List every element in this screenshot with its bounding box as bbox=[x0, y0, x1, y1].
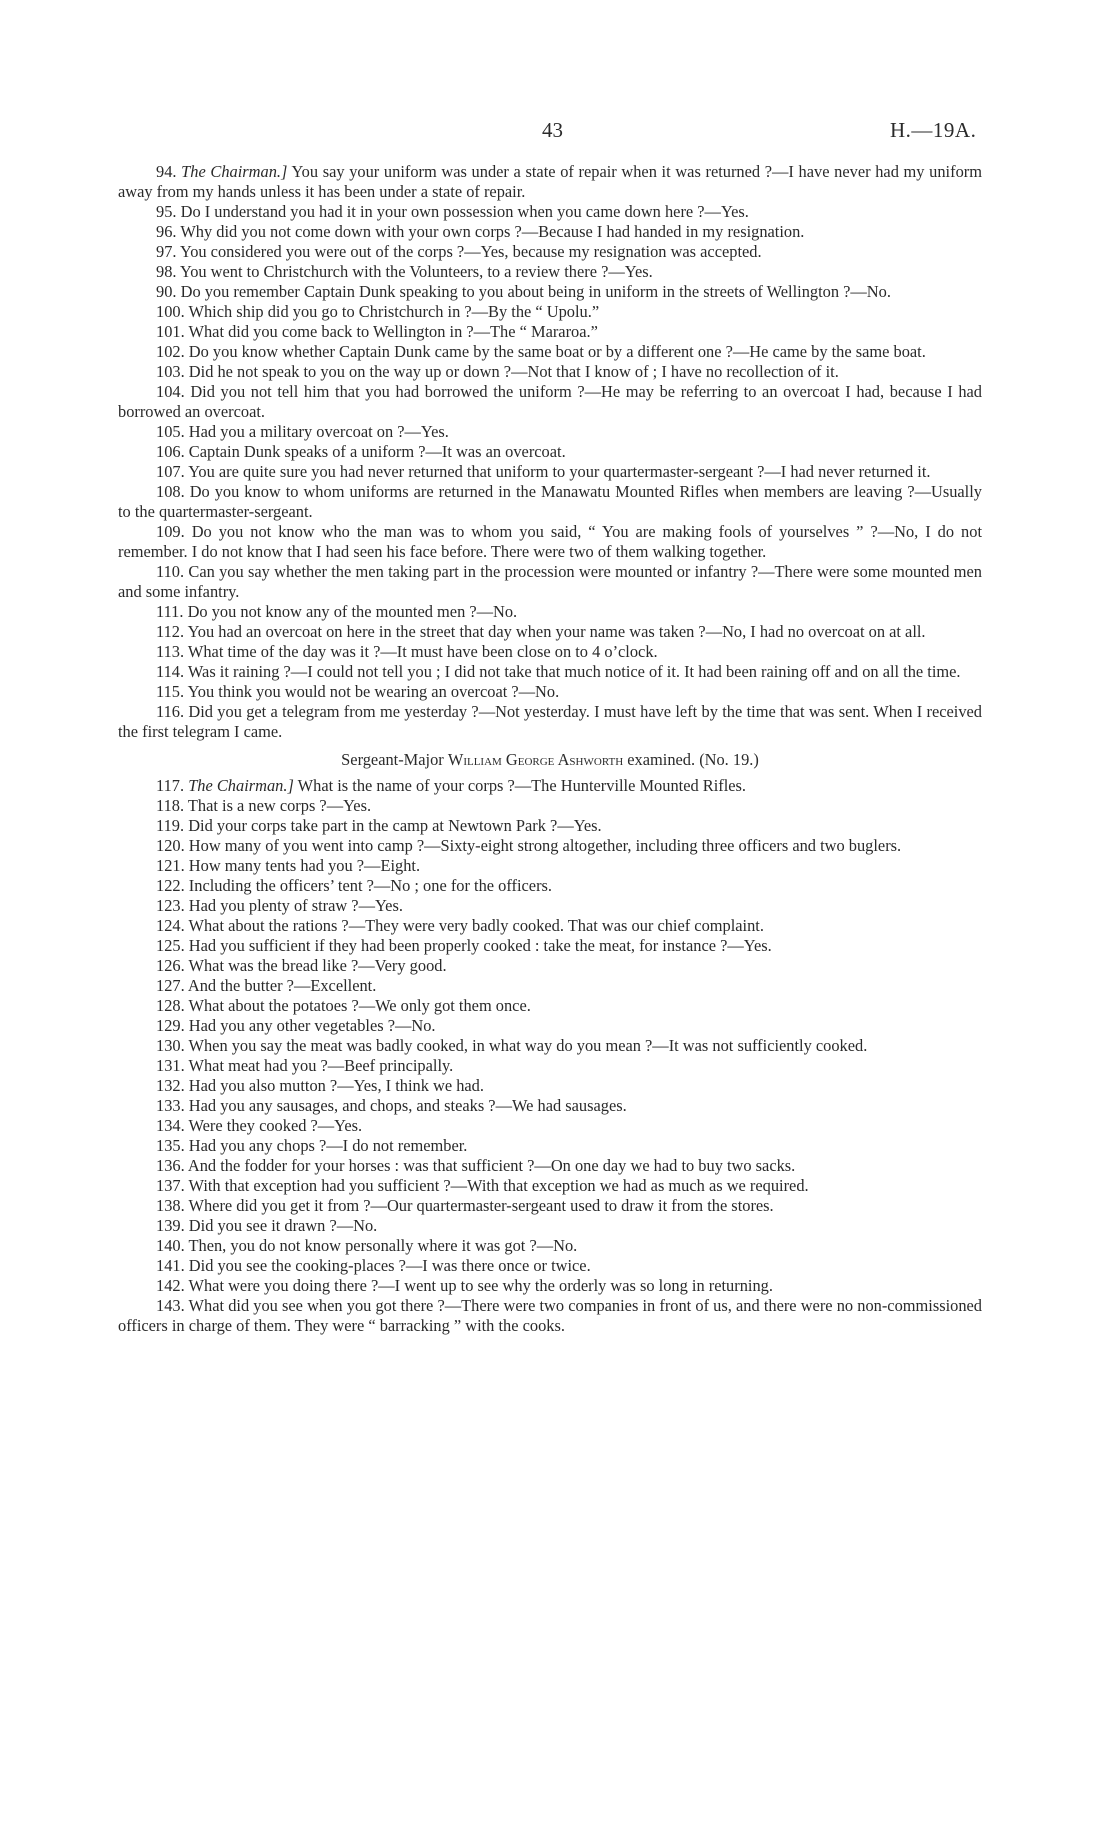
question-number: 98. bbox=[156, 262, 177, 281]
question-entry bbox=[118, 856, 982, 876]
question-text: What were you doing there ?—I went up to see why the orderly was so long in returning. bbox=[188, 1276, 773, 1295]
question-entry bbox=[118, 956, 982, 976]
question-number: 131. bbox=[156, 1056, 185, 1075]
speaker-label: The Chairman.] bbox=[181, 162, 288, 181]
question-text: You think you would not be wearing an overcoat ?—No. bbox=[187, 682, 560, 701]
question-number: 123. bbox=[156, 896, 185, 915]
question-entry bbox=[118, 702, 982, 742]
question-number: 125. bbox=[156, 936, 185, 955]
question-text: What meat had you ?—Beef principally. bbox=[188, 1056, 454, 1075]
question-entry bbox=[118, 1056, 982, 1076]
question-number: 109. bbox=[156, 522, 185, 541]
question-entry bbox=[118, 262, 982, 282]
question-text: You are quite sure you had never returned that uniform to your quartermaster-sergeant ?—I had never returned it. bbox=[188, 462, 931, 481]
question-text: Including the officers’ tent ?—No ; one for the officers. bbox=[188, 876, 552, 895]
question-number: 95. bbox=[156, 202, 177, 221]
question-text: What about the potatoes ?—We only got them once. bbox=[188, 996, 531, 1015]
question-entry bbox=[118, 282, 982, 302]
question-number: 128. bbox=[156, 996, 185, 1015]
question-number: 141. bbox=[156, 1256, 185, 1275]
question-entry bbox=[118, 896, 982, 916]
question-number: 137. bbox=[156, 1176, 185, 1195]
question-number: 100. bbox=[156, 302, 185, 321]
question-text: With that exception had you sufficient ?—With that exception we had as much as we required. bbox=[188, 1176, 809, 1195]
question-entry bbox=[118, 1216, 982, 1236]
question-number: 114. bbox=[156, 662, 185, 681]
question-text: Had you any other vegetables ?—No. bbox=[188, 1016, 436, 1035]
question-entry bbox=[118, 462, 982, 482]
question-entry bbox=[118, 1016, 982, 1036]
question-text: Had you plenty of straw ?—Yes. bbox=[188, 896, 403, 915]
question-text: Do you not know who the man was to whom you said, “ You are making fools of yourselves ” ?—No, I do not remember. I do not know that I had seen his face before. There were two of them walking together. bbox=[118, 522, 982, 561]
witness-heading bbox=[118, 750, 982, 770]
question-entry bbox=[118, 682, 982, 702]
question-entry bbox=[118, 202, 982, 222]
question-entry bbox=[118, 222, 982, 242]
document-reference: H.—19A. bbox=[890, 118, 977, 142]
question-text: Which ship did you go to Christchurch in ?—By the “ Upolu.” bbox=[188, 302, 600, 321]
question-number: 127. bbox=[156, 976, 185, 995]
question-text: Do you know to whom uniforms are returned in the Manawatu Mounted Rifles when members are leaving ?—Usually to the quartermaster-sergeant. bbox=[118, 482, 982, 521]
question-number: 107. bbox=[156, 462, 185, 481]
question-text: That is a new corps ?—Yes. bbox=[187, 796, 372, 815]
question-entry bbox=[118, 936, 982, 956]
question-entry bbox=[118, 1036, 982, 1056]
question-entry bbox=[118, 916, 982, 936]
question-number: 138. bbox=[156, 1196, 185, 1215]
speaker-label: The Chairman.] bbox=[188, 776, 294, 795]
question-text: Did he not speak to you on the way up or down ?—Not that I know of ; I have no recollection of it. bbox=[188, 362, 839, 381]
question-number: 120. bbox=[156, 836, 185, 855]
document-body bbox=[118, 162, 982, 1336]
question-text: You had an overcoat on here in the street that day when your name was taken ?—No, I had no overcoat on at all. bbox=[187, 622, 926, 641]
question-number: 110. bbox=[156, 562, 185, 581]
question-number: 90. bbox=[156, 282, 177, 301]
question-entry bbox=[118, 302, 982, 322]
question-text: What did you see when you got there ?—There were two companies in front of us, and there were no non-commissioned officers in charge of them. They were “ barracking ” with the cooks. bbox=[118, 1296, 982, 1335]
question-number: 126. bbox=[156, 956, 185, 975]
question-text: Did you get a telegram from me yesterday ?—Not yesterday. I must have left by the time that was sent. When I received the first telegram I came. bbox=[118, 702, 982, 741]
question-entry bbox=[118, 622, 982, 642]
question-text: Had you a military overcoat on ?—Yes. bbox=[188, 422, 449, 441]
question-entry bbox=[118, 1296, 982, 1336]
question-entry bbox=[118, 442, 982, 462]
question-number: 142. bbox=[156, 1276, 185, 1295]
question-entry bbox=[118, 342, 982, 362]
question-text: How many of you went into camp ?—Sixty-eight strong altogether, including three officers and two buglers. bbox=[188, 836, 902, 855]
question-entry bbox=[118, 1276, 982, 1296]
question-entry bbox=[118, 562, 982, 602]
question-entry bbox=[118, 876, 982, 896]
question-number: 134. bbox=[156, 1116, 185, 1135]
question-text: When you say the meat was badly cooked, in what way do you mean ?—It was not sufficiently cooked. bbox=[188, 1036, 868, 1055]
question-number: 112. bbox=[156, 622, 185, 641]
question-entry bbox=[118, 1096, 982, 1116]
question-entry bbox=[118, 976, 982, 996]
question-number: 135. bbox=[156, 1136, 185, 1155]
question-text: What is the name of your corps ?—The Hunterville Mounted Rifles. bbox=[297, 776, 747, 795]
question-number: 139. bbox=[156, 1216, 185, 1235]
witness-name: William George Ashworth bbox=[447, 750, 624, 769]
question-entry bbox=[118, 522, 982, 562]
question-entry bbox=[118, 382, 982, 422]
question-text: And the fodder for your horses : was that sufficient ?—On one day we had to buy two sacks. bbox=[187, 1156, 796, 1175]
page-number: 43 bbox=[542, 118, 563, 142]
question-text: How many tents had you ?—Eight. bbox=[188, 856, 421, 875]
question-number: 108. bbox=[156, 482, 185, 501]
question-entry bbox=[118, 1236, 982, 1256]
question-number: 117. bbox=[156, 776, 185, 795]
question-entry bbox=[118, 642, 982, 662]
question-entry bbox=[118, 996, 982, 1016]
question-text: Did you see the cooking-places ?—I was there once or twice. bbox=[188, 1256, 591, 1275]
question-number: 97. bbox=[156, 242, 177, 261]
question-entry bbox=[118, 1076, 982, 1096]
question-number: 133. bbox=[156, 1096, 185, 1115]
question-number: 129. bbox=[156, 1016, 185, 1035]
question-number: 132. bbox=[156, 1076, 185, 1095]
question-entry bbox=[118, 482, 982, 522]
question-number: 111. bbox=[156, 602, 184, 621]
question-number: 143. bbox=[156, 1296, 185, 1315]
question-number: 106. bbox=[156, 442, 185, 461]
question-entry bbox=[118, 662, 982, 682]
question-entry bbox=[118, 602, 982, 622]
witness-rank: Sergeant-Major bbox=[341, 750, 444, 769]
question-entry bbox=[118, 162, 982, 202]
question-text: What did you come back to Wellington in ?—The “ Mararoa.” bbox=[188, 322, 598, 341]
question-number: 102. bbox=[156, 342, 185, 361]
question-entry bbox=[118, 1116, 982, 1136]
question-entry bbox=[118, 1136, 982, 1156]
question-number: 104. bbox=[156, 382, 185, 401]
question-text: Did you not tell him that you had borrowed the uniform ?—He may be referring to an overcoat I had, because I had borrowed an overcoat. bbox=[118, 382, 982, 421]
question-text: Captain Dunk speaks of a uniform ?—It was an overcoat. bbox=[188, 442, 566, 461]
question-number: 101. bbox=[156, 322, 185, 341]
question-number: 94. bbox=[156, 162, 177, 181]
question-text: You say your uniform was under a state of repair when it was returned ?—I have never had my uniform away from my hands unless it has been under a state of repair. bbox=[118, 162, 982, 201]
witness-status: examined. (No. 19.) bbox=[627, 750, 759, 769]
question-text: Can you say whether the men taking part in the procession were mounted or infantry ?—There were some mounted men and some infantry. bbox=[118, 562, 982, 601]
question-number: 118. bbox=[156, 796, 185, 815]
question-text: Did you see it drawn ?—No. bbox=[188, 1216, 378, 1235]
question-text: What time of the day was it ?—It must have been close on to 4 o’clock. bbox=[187, 642, 658, 661]
question-text: Do you know whether Captain Dunk came by the same boat or by a different one ?—He came by the same boat. bbox=[188, 342, 926, 361]
question-entry bbox=[118, 836, 982, 856]
question-number: 130. bbox=[156, 1036, 185, 1055]
question-text: Had you sufficient if they had been properly cooked : take the meat, for instance ?—Yes. bbox=[188, 936, 772, 955]
question-number: 113. bbox=[156, 642, 185, 661]
question-entry bbox=[118, 422, 982, 442]
question-text: What was the bread like ?—Very good. bbox=[188, 956, 447, 975]
question-text: Had you any chops ?—I do not remember. bbox=[188, 1136, 468, 1155]
question-entry bbox=[118, 796, 982, 816]
question-text: Had you also mutton ?—Yes, I think we had. bbox=[188, 1076, 484, 1095]
question-text: You considered you were out of the corps ?—Yes, because my resignation was accepted. bbox=[180, 242, 762, 261]
question-number: 140. bbox=[156, 1236, 185, 1255]
question-text: Was it raining ?—I could not tell you ; I did not take that much notice of it. It had been raining off and on all the time. bbox=[187, 662, 961, 681]
question-entry bbox=[118, 362, 982, 382]
question-number: 136. bbox=[156, 1156, 185, 1175]
question-text: Were they cooked ?—Yes. bbox=[188, 1116, 363, 1135]
question-text: Do I understand you had it in your own possession when you came down here ?—Yes. bbox=[180, 202, 749, 221]
question-number: 119. bbox=[156, 816, 185, 835]
question-entry bbox=[118, 816, 982, 836]
question-text: You went to Christchurch with the Volunteers, to a review there ?—Yes. bbox=[180, 262, 653, 281]
question-number: 96. bbox=[156, 222, 177, 241]
question-entry bbox=[118, 322, 982, 342]
question-number: 124. bbox=[156, 916, 185, 935]
question-entry bbox=[118, 1256, 982, 1276]
question-entry bbox=[118, 1156, 982, 1176]
question-text: Do you not know any of the mounted men ?—No. bbox=[187, 602, 518, 621]
question-entry bbox=[118, 776, 982, 796]
question-text: Then, you do not know personally where it was got ?—No. bbox=[188, 1236, 578, 1255]
question-number: 105. bbox=[156, 422, 185, 441]
question-text: Why did you not come down with your own corps ?—Because I had handed in my resignation. bbox=[180, 222, 805, 241]
question-text: Did your corps take part in the camp at Newtown Park ?—Yes. bbox=[188, 816, 602, 835]
question-text: Had you any sausages, and chops, and steaks ?—We had sausages. bbox=[188, 1096, 627, 1115]
question-number: 122. bbox=[156, 876, 185, 895]
question-entry bbox=[118, 242, 982, 262]
question-text: Do you remember Captain Dunk speaking to you about being in uniform in the streets of Wellington ?—No. bbox=[180, 282, 891, 301]
question-text: Where did you get it from ?—Our quartermaster-sergeant used to draw it from the stores. bbox=[188, 1196, 774, 1215]
question-number: 103. bbox=[156, 362, 185, 381]
question-number: 115. bbox=[156, 682, 185, 701]
question-entry bbox=[118, 1176, 982, 1196]
question-entry bbox=[118, 1196, 982, 1216]
question-number: 121. bbox=[156, 856, 185, 875]
question-text: What about the rations ?—They were very badly cooked. That was our chief complaint. bbox=[188, 916, 764, 935]
question-number: 116. bbox=[156, 702, 185, 721]
question-text: And the butter ?—Excellent. bbox=[187, 976, 377, 995]
